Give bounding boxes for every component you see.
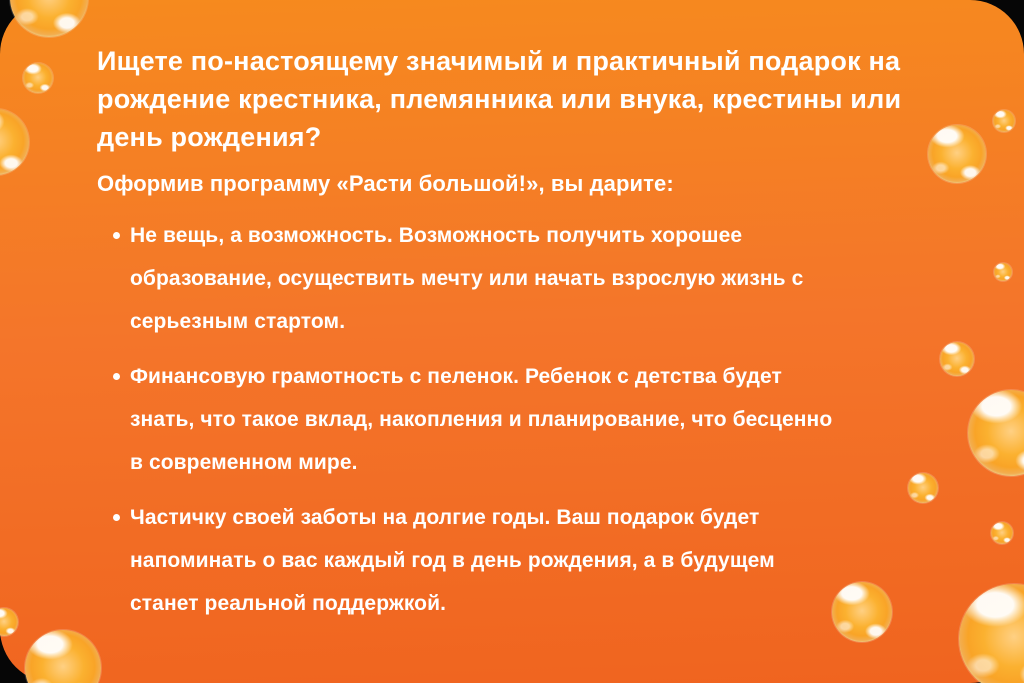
bullet-icon <box>113 232 120 239</box>
program-subheading: Оформив программу «Расти большой!», вы дарите: <box>97 171 674 196</box>
page-title: Ищете по-настоящему значимый и практичный подарок на рождение крестника, племянника или внука, крестины или день рождения? <box>97 46 902 152</box>
bullet-icon <box>113 514 120 521</box>
list-item <box>113 214 836 343</box>
benefit-text: Частичку своей заботы на долгие годы. Ваш подарок будет напоминать о вас каждый год в день рождения, а в будущем станет реальной поддержкой. <box>130 506 775 615</box>
benefits-list <box>97 214 944 625</box>
benefit-text: Финансовую грамотность с пеленок. Ребенок с детства будет знать, что такое вклад, накопления и планирование, что бесценно в современном мире. <box>130 365 833 474</box>
list-item <box>113 496 836 625</box>
bullet-icon <box>113 373 120 380</box>
list-item <box>113 355 836 484</box>
card-content <box>97 42 944 637</box>
benefit-text: Не вещь, а возможность. Возможность получить хорошее образование, осуществить мечту или начать взрослую жизнь с серьезным стартом. <box>130 224 804 333</box>
